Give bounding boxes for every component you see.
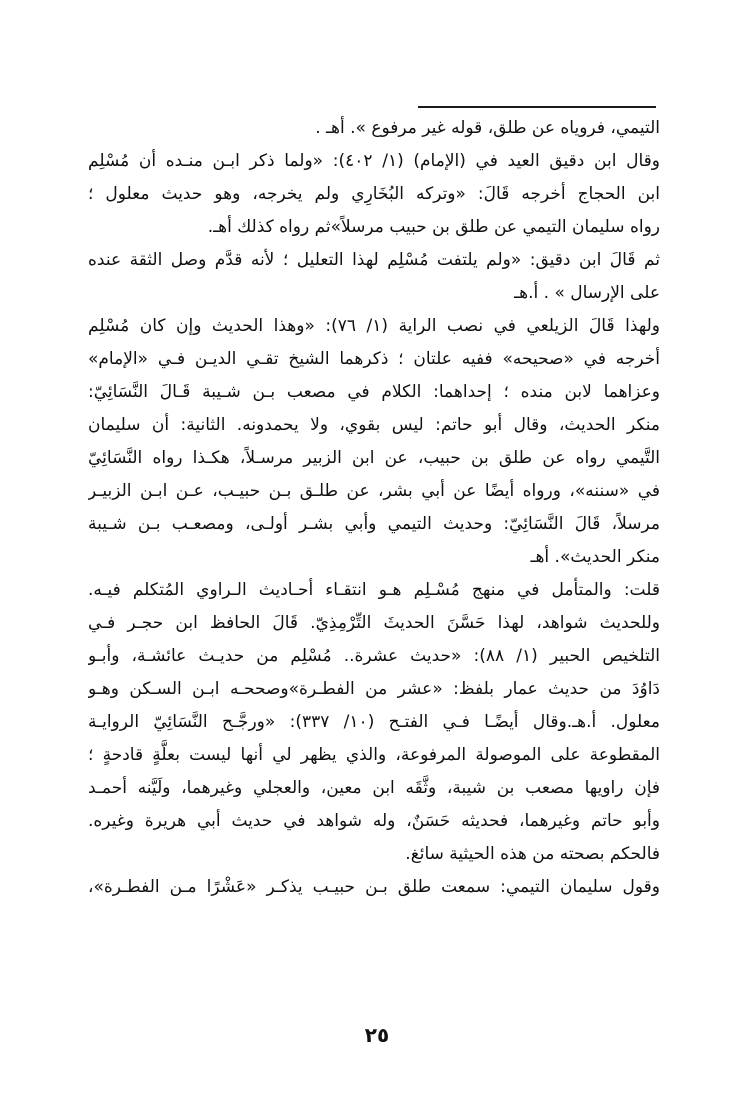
text-line: معلول. أ.هـ.وقال أيضًـا فـي الفتـح (١٠/ ٣٣٧): «ورجَّـح النَّسَائِيّ الروايـة	[88, 712, 660, 732]
text-line: فإن راويها مصعب بن شيبة، وثَّقَه ابن معين، والعجلي وغيرهما، ولَيَّنه أحمـد	[88, 778, 660, 798]
footnote-separator-rule	[418, 106, 656, 108]
text-line: وأبو حاتم وغيرهما، فحديثه حَسَنٌ، وله شواهد في حديث أبي هريرة وغيره.	[88, 811, 660, 831]
text-line: مرسلاً، قَالَ النَّسَائِيّ: وحديث التيمي وأبي بشـر أولـى، ومصعـب بـن شـيبة	[88, 514, 660, 534]
text-line: منكر الحديث، وقال أبو حاتم: ليس بقوي، ولا يحمدونه. الثانية: أن سليمان	[88, 415, 660, 435]
text-line: وقال ابن دقيق العيد في (الإمام) (١/ ٤٠٢): «ولما ذكر ابـن منـده أن مُسْلِم	[88, 151, 660, 171]
body-text	[88, 112, 660, 904]
text-line: التَّيمي رواه عن طلق بن حبيب، عن ابن الزبير مرسـلاً، هكـذا رواه النَّسَائِيّ	[88, 448, 660, 468]
text-line: ابن الحجاج أخرجه قَالَ: «وتركه البُخَارِي ولم يخرجه، وهو حديث معلول ؛	[88, 184, 660, 204]
text-line: رواه سليمان التيمي عن طلق بن حبيب مرسلاً»ثم رواه كذلك أهـ.	[207, 217, 660, 237]
text-line: ثم قَالَ ابن دقيق: «ولم يلتفت مُسْلِم لهذا التعليل ؛ لأنه قدَّم وصل الثقة عنده	[88, 250, 660, 270]
text-line: قلت: والمتأمل في منهج مُسْـلِم هـو انتقـاء أحـاديث الـراوي المُتكلم فيـه.	[88, 580, 660, 600]
text-line: المقطوعة على الموصولة المرفوعة، والذي يظهر لي أنها ليست بعلَّةٍ قادحةٍ ؛	[88, 745, 660, 765]
text-line: وقول سليمان التيمي: سمعت طلق بـن حبيـب يذكـر «عَشْرًا مـن الفطـرة»،	[88, 877, 660, 897]
text-line: منكر الحديث». أهـ	[530, 547, 660, 567]
text-line: أخرجه في «صحيحه» ففيه علتان ؛ ذكرهما الشيخ تقـي الديـن فـي «الإمام»	[88, 349, 660, 369]
text-line: دَاوُدَ من حديث عمار بلفظ: «عشر من الفطـرة»وصححـه ابـن السـكن وهـو	[88, 679, 660, 699]
page-number: ٢٥	[364, 1023, 390, 1047]
text-line: وللحديث شواهد، لهذا حَسَّنَ الحديثَ التِّرْمِذِيّ. قَالَ الحافظ ابن حجـر فـي	[88, 613, 660, 633]
text-line: التيمي، فروياه عن طلق، قوله غير مرفوع ». أهـ .	[315, 118, 660, 138]
text-line: ولهذا قَالَ الزيلعي في نصب الراية (١/ ٧٦): «وهذا الحديث وإن كان مُسْلِم	[88, 316, 660, 336]
text-line: في «سننه»، ورواه أيضًا عن أبي بشر، عن طلـق بـن حبيـب، عـن ابـن الزبيـر	[88, 481, 660, 501]
text-line: التلخيص الحبير (١/ ٨٨): «حديث عشرة.. مُسْلِم من حديـث عائشـة، وأبـو	[88, 646, 660, 666]
text-line: على الإرسال » . أ.هـ	[514, 283, 660, 303]
text-line: وعزاهما لابن منده ؛ إحداهما: الكلام في مصعب بـن شـيبة قَـالَ النَّسَائِيّ:	[88, 382, 660, 402]
text-line: فالحكم بصحته من هذه الحيثية سائغ.	[405, 844, 660, 864]
